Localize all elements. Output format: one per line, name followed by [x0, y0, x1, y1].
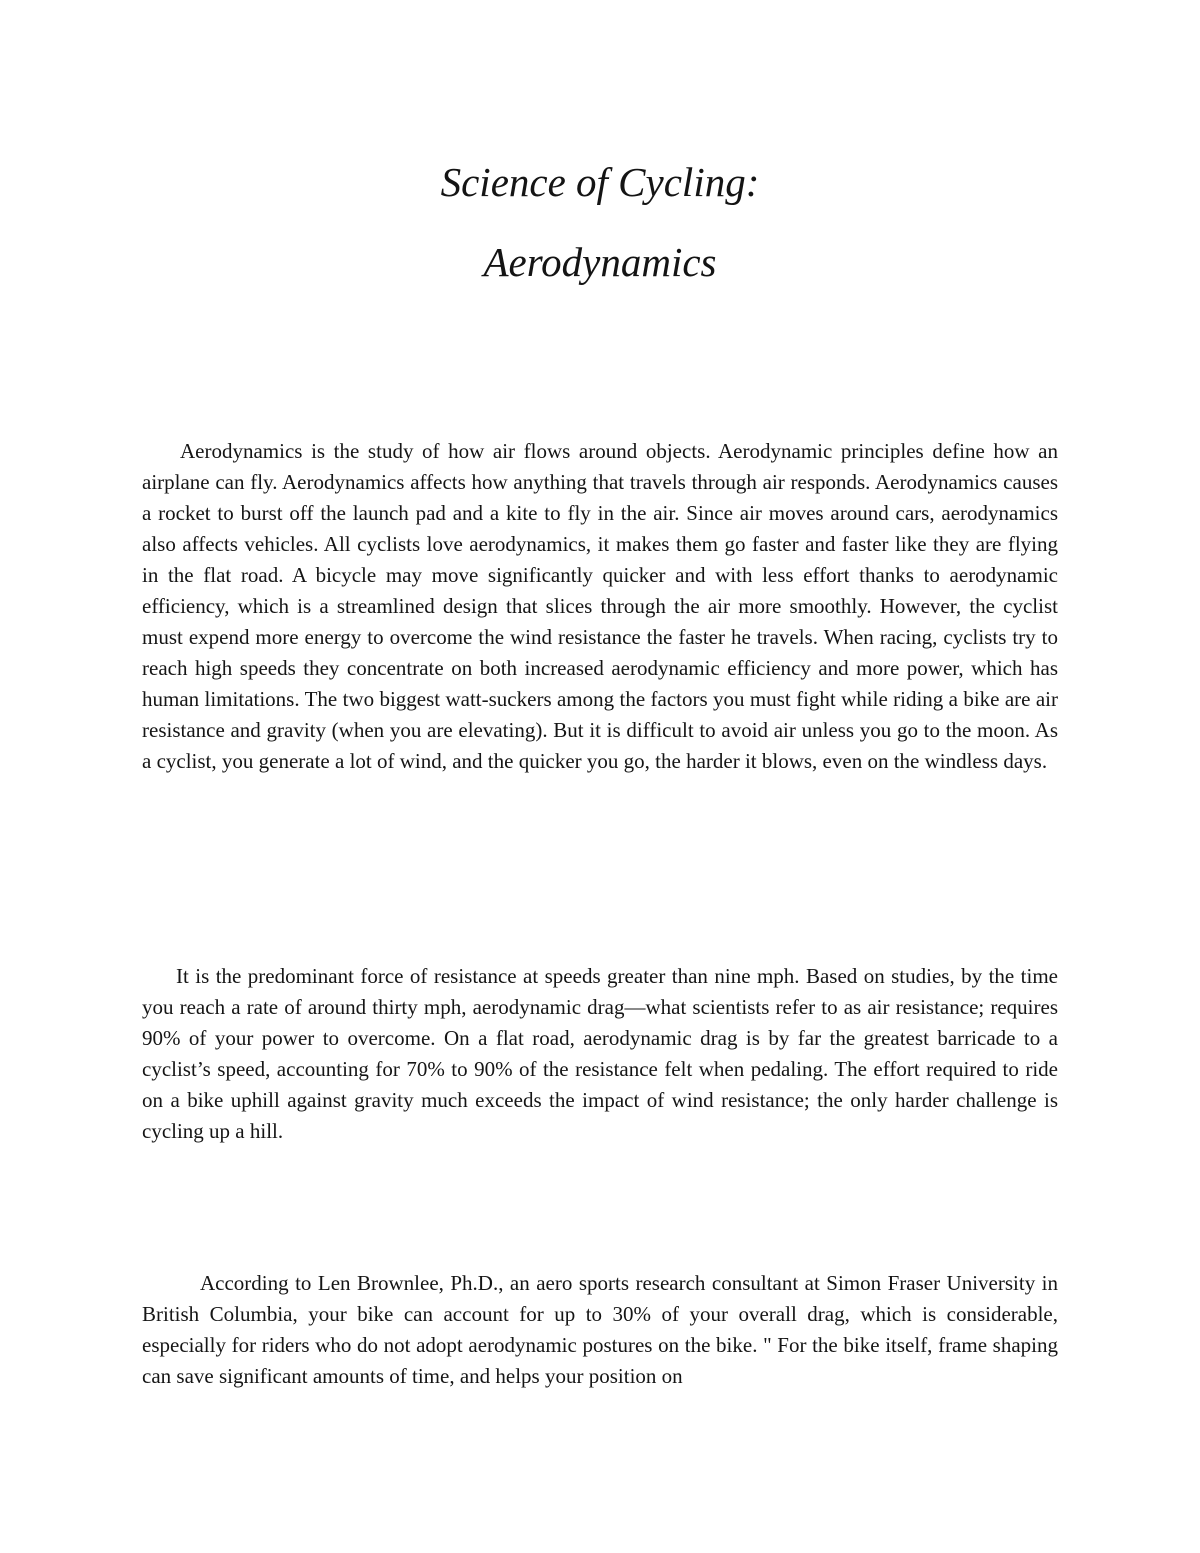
- paragraph-3: According to Len Brownlee, Ph.D., an aero sports research consultant at Simon Fraser University in British Columbia, your bike can account for up to 30% of your overall drag, which is considerable, especially for riders who do not adopt aerodynamic postures on the bike. " For the bike itself, frame shaping can save significant amounts of time, and helps your position on: [142, 1271, 1058, 1388]
- title-block: [0, 142, 1200, 302]
- title-line-1: Science of Cycling:: [440, 159, 760, 205]
- paragraph-2: It is the predominant force of resistance at speeds greater than nine mph. Based on studies, by the time you reach a rate of around thirty mph, aerodynamic drag—what scientists refer to as air resistance; requires 90% of your power to overcome. On a flat road, aerodynamic drag is by far the greatest barricade to a cyclist’s speed, accounting for 70% to 90% of the resistance felt when pedaling. The effort required to ride on a bike uphill against gravity much exceeds the impact of wind resistance; the only harder challenge is cycling up a hill.: [142, 964, 1058, 1143]
- title-line-2: Aerodynamics: [483, 239, 717, 285]
- paragraph-1: Aerodynamics is the study of how air flows around objects. Aerodynamic principles define how an airplane can fly. Aerodynamics affects how anything that travels through air responds. Aerodynamics causes a rocket to burst off the launch pad and a kite to fly in the air. Since air moves around cars, aerodynamics also affects vehicles. All cyclists love aerodynamics, it makes them go faster and faster like they are flying in the flat road. A bicycle may move significantly quicker and with less effort thanks to aerodynamic efficiency, which is a streamlined design that slices through the air more smoothly. However, the cyclist must expend more energy to overcome the wind resistance the faster he travels. When racing, cyclists try to reach high speeds they concentrate on both increased aerodynamic efficiency and more power, which has human limitations. The two biggest watt-suckers among the factors you must fight while riding a bike are air resistance and gravity (when you are elevating). But it is difficult to avoid air unless you go to the moon. As a cyclist, you generate a lot of wind, and the quicker you go, the harder it blows, even on the windless days.: [142, 439, 1058, 773]
